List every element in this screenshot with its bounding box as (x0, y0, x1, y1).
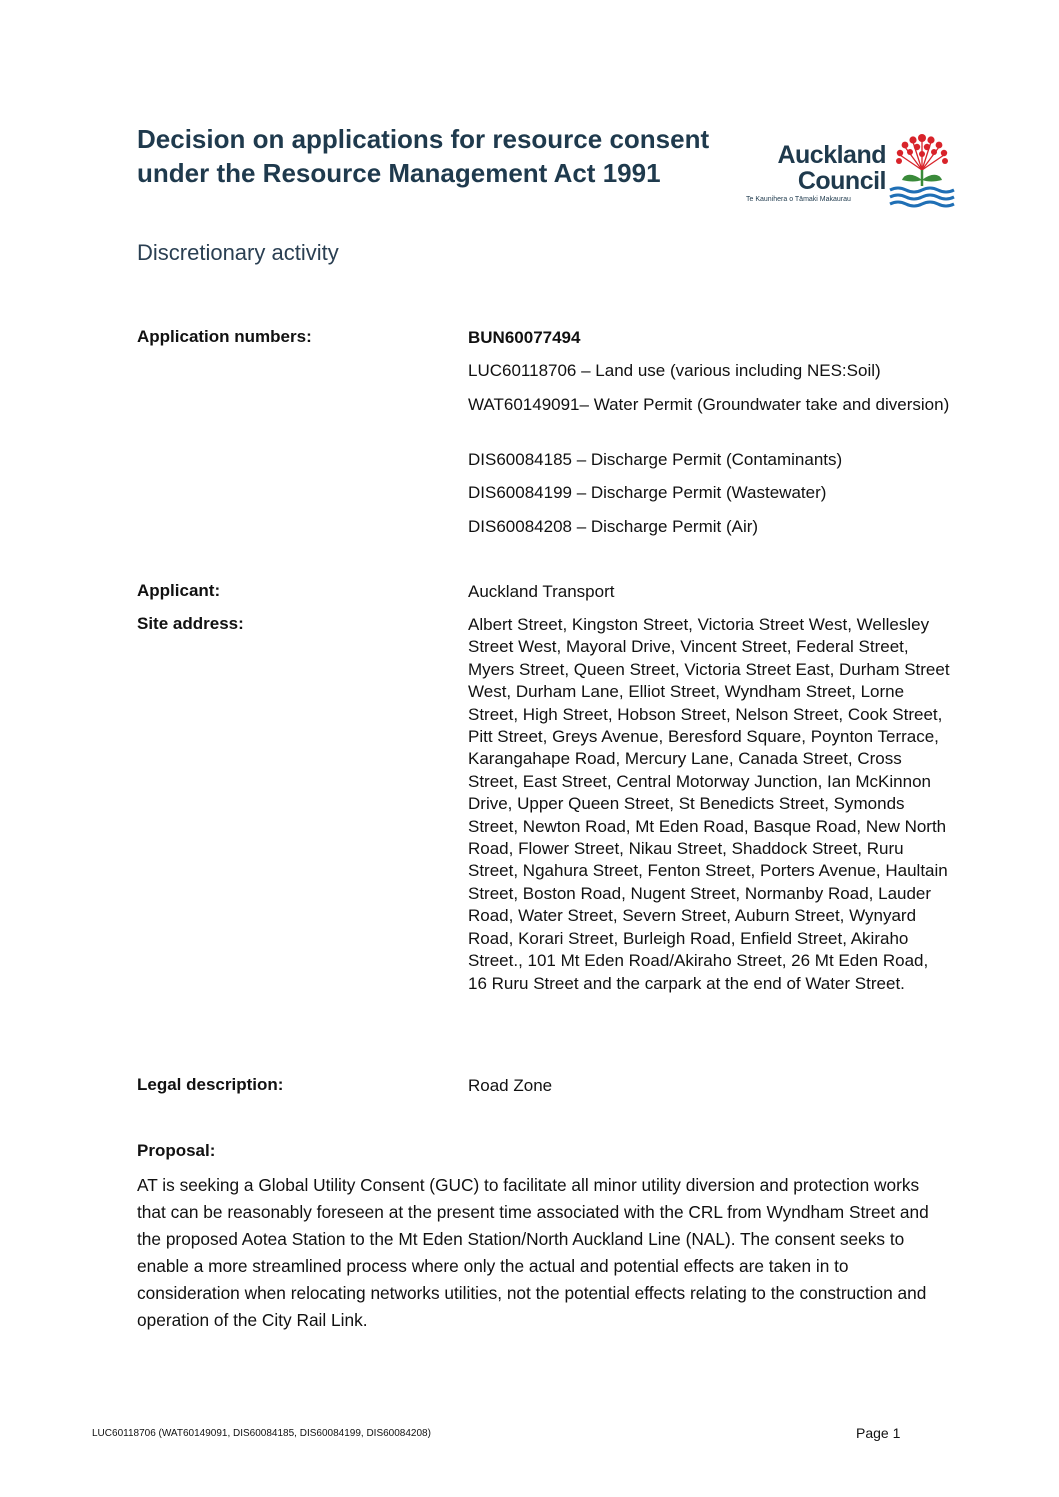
footer-reference: LUC60118706 (WAT60149091, DIS60084185, DIS60084199, DIS60084208) (92, 1428, 431, 1439)
application-item-luc: LUC60118706 – Land use (various including NES:Soil) (468, 361, 881, 380)
logo-word-auckland: Auckland (777, 141, 886, 169)
application-numbers-label: Application numbers: (137, 327, 312, 346)
site-address-label: Site address: (137, 614, 244, 633)
application-item-dis-contaminants: DIS60084185 – Discharge Permit (Contaminants) (468, 450, 843, 469)
applicant-value: Auckland Transport (468, 582, 615, 601)
pohutukawa-flower-icon (888, 130, 956, 210)
application-item-dis-wastewater: DIS60084199 – Discharge Permit (Wastewater) (468, 483, 827, 502)
application-item-dis-air: DIS60084208 – Discharge Permit (Air) (468, 517, 759, 536)
proposal-text: AT is seeking a Global Utility Consent (GUC) to facilitate all minor utility diversion and protection works that can be reasonably foreseen at the present time associated with the CRL from Wyndham Street and the proposed Aotea Station to the Mt Eden Station/North Auckland Line (NAL). The consent seeks to enable a more streamlined process where only the actual and potential effects are taken in to consideration when relocating networks utilities, not the potential effects relating to the construction and operation of the City Rail Link. (137, 1175, 929, 1330)
application-item-wat: WAT60149091– Water Permit (Groundwater take and diversion) (468, 395, 950, 414)
logo-tagline: Te Kaunihera o Tāmaki Makaurau (746, 196, 851, 203)
legal-description-label: Legal description: (137, 1075, 284, 1094)
applicant-label: Applicant: (137, 581, 221, 600)
auckland-council-logo (738, 128, 958, 210)
legal-description-value: Road Zone (468, 1076, 553, 1095)
site-address-value: Albert Street, Kingston Street, Victoria Street West, Wellesley Street West, Mayoral Drive, Vincent Street, Federal Street, Myers Street, Queen Street, Victoria Street East, Durham Street West, Durham Lane, Elliot Street, Wyndham Street, Lorne Street, High Street, Hobson Street, Nelson Street, Cook Street, Pitt Street, Greys Avenue, Beresford Square, Poynton Terrace, Karangahape Road, Mercury Lane, Canada Street, Cross Street, East Street, Central Motorway Junction, Ian McKinnon Drive, Upper Queen Street, St Benedicts Street, Symonds Street, Newton Road, Mt Eden Road, Basque Road, New North Road, Flower Street, Nikau Street, Shaddock Street, Ruru Street, Ngahura Street, Fenton Street, Porters Avenue, Haultain Street, Boston Road, Nugent Street, Normanby Road, Lauder Road, Water Street, Severn Street, Auburn Street, Wynyard Road, Korari Street, Burleigh Road, Enfield Street, Akiraho Street., 101 Mt Eden Road/Akiraho Street, 26 Mt Eden Road, 16 Ruru Street and the carpark at the end of Water Street. (468, 615, 950, 993)
document-subtitle: Discretionary activity (137, 240, 339, 265)
logo-word-council: Council (797, 167, 886, 195)
bundle-number: BUN60077494 (468, 328, 581, 347)
document-title: Decision on applications for resource consent under the Resource Management Act 1991 (137, 124, 710, 188)
proposal-label: Proposal: (137, 1141, 216, 1160)
page-number: Page 1 (856, 1425, 901, 1441)
